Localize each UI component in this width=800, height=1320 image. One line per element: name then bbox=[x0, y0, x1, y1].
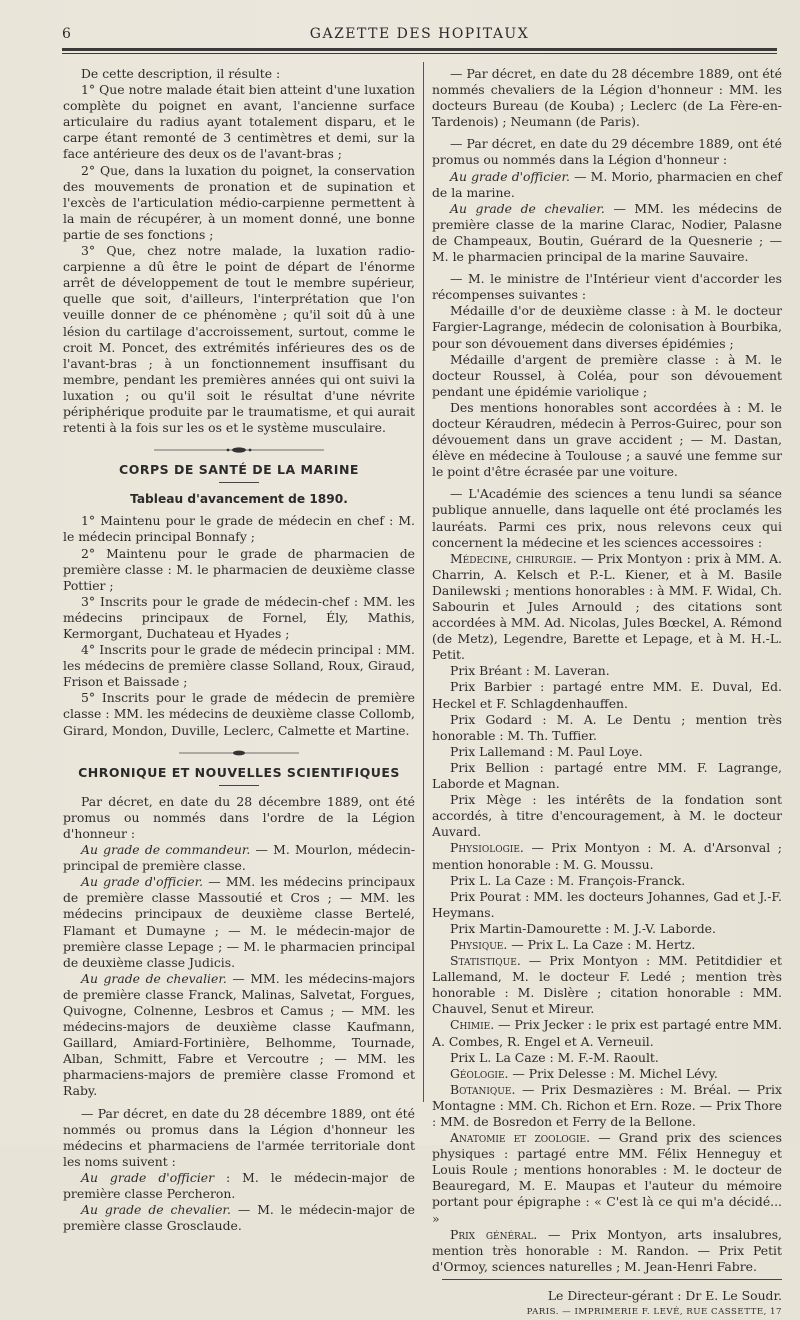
italic-lead: Au grade d'officier. bbox=[450, 168, 570, 184]
list-item: 4° Inscrits pour le grade de médecin principal : MM. les médecins de première classe Solland, Roux, Giraud, Frison et Baissade ; bbox=[63, 642, 415, 690]
paragraph: Prix Bellion : partagé entre MM. F. Lagrange, Laborde et Magnan. bbox=[432, 759, 782, 792]
column-divider bbox=[423, 62, 424, 1102]
header-rule-thick bbox=[62, 48, 777, 51]
paragraph: Prix Martin-Damourette : M. J.-V. Laborde. bbox=[450, 920, 716, 936]
paragraph-text: — M. le médecin-major de première classe Grosclaude. bbox=[63, 1202, 416, 1234]
paragraph: Prix Bréant : M. Laveran. bbox=[450, 663, 610, 679]
signature-rule bbox=[442, 1279, 782, 1280]
paragraph: — Par décret, en date du 28 décembre 1889, ont été nommés ou promus dans la Légion d'honneur les médecins et pharmaciens de l'armée territoriale dont les noms suivent : bbox=[63, 1105, 415, 1169]
paragraph bbox=[63, 1170, 415, 1202]
paragraph: 1° Que notre malade était bien atteint d'une luxation complète du poignet en avant, l'ancienne surface articulaire du radius ayant totalement disparu, et le carpe étant remonté de 3 centimètres et demi, sur la face antérieure des deux os de l'avant-bras ; bbox=[63, 82, 415, 162]
paragraph bbox=[63, 874, 415, 971]
paragraph bbox=[63, 1202, 415, 1234]
paragraph-text: — M. Mourlon, médecin-principal de première classe. bbox=[63, 842, 416, 874]
italic-lead: Au grade d'officier bbox=[81, 1169, 215, 1185]
italic-lead: Au grade de chevalier. bbox=[450, 200, 605, 216]
italic-lead: Au grade d'officier. bbox=[81, 874, 204, 890]
right-column bbox=[432, 66, 782, 1320]
paragraph-text: — Prix Desmazières : M. Bréal. — Prix Montagne : MM. Ch. Richon et Ern. Roze. — Prix Thore : MM. de Bosredon et Ferry de la Bellone. bbox=[432, 1081, 783, 1129]
paragraph-text: — Prix Delesse : M. Michel Lévy. bbox=[508, 1065, 718, 1081]
paragraph: Médaille d'or de deuxième classe : à M. le docteur Fargier-Lagrange, médecin de colonisation à Bourbika, pour son dévouement dans diverses épidémies ; bbox=[432, 303, 782, 351]
smallcaps-lead: Prix général. bbox=[450, 1226, 538, 1242]
heading-rule bbox=[219, 482, 259, 483]
paragraph: Prix Lallemand : M. Paul Loye. bbox=[450, 743, 643, 759]
paragraph bbox=[63, 971, 415, 1100]
paragraph bbox=[432, 953, 782, 1017]
paragraph: — L'Académie des sciences a tenu lundi sa séance publique annuelle, dans laquelle ont été proclamés les lauréats. Parmi ces prix, nous relevons ceux qui concernent la médecine et les sciences accessoires : bbox=[432, 486, 782, 550]
paragraph bbox=[432, 1227, 782, 1275]
paragraph-text: — Prix Montyon : prix à MM. A. Charrin, A. Kelsch et P.-L. Kiener, et à M. Basile Danilewski ; mentions honorables : à MM. F. Widal, Ch. Sabourin et Jules Arnould ; des citations sont accordées à MM. Ad. Nicolas, Jules Bœckel, A. Rémond (de Metz), Legendre, Barette et Lepage, et à M. H.-L. Petit. bbox=[432, 550, 782, 663]
smallcaps-lead: Géologie. bbox=[450, 1065, 509, 1081]
smallcaps-lead: Physique. bbox=[450, 936, 508, 952]
paragraph: Prix Barbier : partagé entre MM. E. Duval, Ed. Heckel et F. Schlagdenhauffen. bbox=[432, 679, 782, 711]
smallcaps-lead: Botanique. bbox=[450, 1081, 516, 1097]
paragraph: Prix L. La Caze : M. François-Franck. bbox=[450, 872, 686, 888]
paragraph: 3° Que, chez notre malade, la luxation radio-carpienne a dû être le point de départ de l'énorme arrêt de développement de tout le membre supérieur, quelle que soit, d'ailleurs, l'interprétation que l'on veuille donner de ce phénomène ; qu'il soit dû à une lésion du cartilage d'accroissement, surtout, comme le croit M. Poncet, des extrémités inférieures des os de l'avant-bras ; à un fonctionnement insuffisant du membre, pendant les premières années qui ont suivi la luxation ; ou qu'il soit le résultat d'une névrite périphérique produite par le traumatisme, et qui aurait retenti à la fois sur les os et le système musculaire. bbox=[63, 243, 415, 436]
paragraph: — Par décret, en date du 29 décembre 1889, ont été promus ou nommés dans la Légion d'honneur : bbox=[432, 136, 782, 168]
smallcaps-lead: Médecine, chirurgie. bbox=[450, 550, 577, 566]
paragraph bbox=[432, 201, 782, 265]
smallcaps-lead: Anatomie et zoologie. bbox=[450, 1130, 591, 1146]
heading-rule bbox=[219, 785, 259, 786]
paragraph-text: — MM. les médecins-majors de première classe Franck, Malinas, Salvetat, Forgues, Quivogne, Colnenne, Lesbros et Camus ; — MM. les médecins-majors de deuxième classe Kaufmann, Gaillard, Amiard-Fortinière, Belhomme, Tournade, Alban, Schmitt, Fabre et Vercoutre ; — MM. les pharmaciens-majors de première classe Fromond et Raby. bbox=[63, 970, 415, 1099]
paragraph bbox=[432, 169, 782, 201]
paragraph-text: — M. Morio, pharmacien en chef de la marine. bbox=[432, 168, 782, 200]
page-header bbox=[62, 26, 777, 46]
italic-lead: Au grade de commandeur. bbox=[81, 842, 251, 858]
list-item: 5° Inscrits pour le grade de médecin de première classe : MM. les médecins de deuxième classe Collomb, Girard, Mondon, Duville, Leclerc, Calmette et Martine. bbox=[63, 690, 415, 738]
paragraph bbox=[432, 551, 782, 664]
header-rule-thin bbox=[62, 53, 777, 54]
italic-lead: Au grade de chevalier. bbox=[81, 970, 227, 986]
journal-title: GAZETTE DES HOPITAUX bbox=[309, 26, 530, 42]
paragraph: Par décret, en date du 28 décembre 1889, ont été promus ou nommés dans l'ordre de la Légion d'honneur : bbox=[63, 793, 415, 841]
paragraph-text: — MM. les médecins principaux de première classe Massoutié et Cros ; — MM. les médecins principaux de deuxième classe Bertelé, Flamant et Dumayne ; — M. le médecin-major de première classe Lepage ; — M. le pharmacien principal de deuxième classe Judicis. bbox=[63, 874, 415, 970]
paragraph-text: : M. le médecin-major de première classe Percheron. bbox=[63, 1169, 415, 1201]
paragraph: Prix Godard : M. A. Le Dentu ; mention très honorable : M. Th. Tuffier. bbox=[432, 711, 782, 743]
paragraph: 2° Que, dans la luxation du poignet, la conservation des mouvements de pronation et de supination et l'excès de l'articulation médio-carpienne permettent à la main de récupérer, à un moment donné, une bonne partie de ses fonctions ; bbox=[63, 162, 415, 242]
list-item: 2° Maintenu pour le grade de pharmacien de première classe : M. le pharmacien de deuxième classe Pottier ; bbox=[63, 545, 415, 593]
section-heading-chronique: CHRONIQUE ET NOUVELLES SCIENTIFIQUES bbox=[78, 764, 400, 780]
paragraph bbox=[432, 937, 782, 953]
paragraph: Médaille d'argent de première classe : à M. le docteur Roussel, à Coléa, pour son dévouement pendant une épidémie variolique ; bbox=[432, 351, 782, 399]
left-column bbox=[63, 66, 415, 1234]
italic-lead: Au grade de chevalier. bbox=[81, 1202, 231, 1218]
smallcaps-lead: Physiologie. bbox=[450, 840, 524, 856]
smallcaps-lead: Chimie. bbox=[450, 1017, 495, 1033]
paragraph-text: — Prix Montyon : MM. Petitdidier et Lallemand, M. le docteur F. Ledé ; mention très honorable : M. Dislère ; citation honorable : MM. Chauvel, Senut et Mireur. bbox=[432, 953, 782, 1017]
paragraph-text: — Prix L. La Caze : M. Hertz. bbox=[507, 936, 696, 952]
printer-line: PARIS. — IMPRIMERIE F. LEVÉ, RUE CASSETTE, 17 bbox=[526, 1307, 782, 1318]
smallcaps-lead: Statistique. bbox=[450, 953, 521, 969]
paragraph-text: — Grand prix des sciences physiques : partagé entre MM. Félix Henneguy et Louis Roule ; mentions honorables : M. le docteur de Beauregard, M. E. Maupas et l'auteur du mémoire portant pour épigraphe : « C'est là ce qui m'a décidé... » bbox=[432, 1130, 782, 1226]
paragraph bbox=[63, 842, 415, 874]
page-number: 6 bbox=[62, 26, 71, 42]
ornament-divider bbox=[154, 446, 324, 454]
paragraph: Prix Pourat : MM. les docteurs Johannes, Gad et J.-F. Heymans. bbox=[432, 888, 782, 920]
paragraph: — M. le ministre de l'Intérieur vient d'accorder les récompenses suivantes : bbox=[432, 271, 782, 303]
paragraph: — Par décret, en date du 28 décembre 1889, ont été nommés chevaliers de la Légion d'honneur : MM. les docteurs Bureau (de Kouba) ; Leclerc (de La Fère-en-Tardenois) ; Neumann (de Paris). bbox=[432, 66, 782, 130]
paragraph-text: — Prix Montyon : M. A. d'Arsonval ; mention honorable : M. G. Moussu. bbox=[432, 840, 782, 872]
paragraph bbox=[432, 1017, 782, 1049]
paragraph: De cette description, il résulte : bbox=[81, 66, 281, 81]
paragraph bbox=[432, 1082, 782, 1130]
paragraph: Prix Mège : les intérêts de la fondation sont accordés, à titre d'encouragement, à M. le docteur Auvard. bbox=[432, 792, 782, 840]
paragraph: Prix L. La Caze : M. F.-M. Raoult. bbox=[450, 1049, 659, 1065]
subheading-tableau: Tableau d'avancement de 1890. bbox=[130, 492, 348, 507]
list-item: 3° Inscrits pour le grade de médecin-chef : MM. les médecins principaux de Fornel, Ély, Mathis, Kermorgant, Duchateau et Hyades ; bbox=[63, 593, 415, 641]
paragraph: Des mentions honorables sont accordées à : M. le docteur Kéraudren, médecin à Perros-Guirec, pour son dévouement dans un grave accident ; — M. Dastan, élève en médecine à Toulouse ; a sauvé une femme sur le point d'être écrasée par une voiture. bbox=[432, 399, 782, 480]
paragraph-text: — MM. les médecins de première classe de la marine Clarac, Nodier, Palasne de Champeaux, Boutin, Guérard de la Quesnerie ; — M. le pharmacien principal de la marine Sauvaire. bbox=[432, 200, 782, 265]
paragraph bbox=[432, 840, 782, 872]
paragraph-text: — Prix Jecker : le prix est partagé entre MM. A. Combes, R. Engel et A. Verneuil. bbox=[432, 1017, 782, 1049]
list-item: 1° Maintenu pour le grade de médecin en chef : M. le médecin principal Bonnafy ; bbox=[63, 513, 415, 545]
signature: Le Directeur-gérant : Dr E. Le Soudr. bbox=[547, 1287, 782, 1303]
paragraph-text: — Prix Montyon, arts insalubres, mention très honorable : M. Randon. — Prix Petit d'Ormoy, sciences naturelles ; M. Jean-Henri Fabre. bbox=[432, 1226, 782, 1274]
section-heading-marine: CORPS DE SANTÉ DE LA MARINE bbox=[119, 462, 359, 478]
ornament-divider bbox=[179, 749, 299, 757]
paragraph bbox=[432, 1066, 782, 1082]
